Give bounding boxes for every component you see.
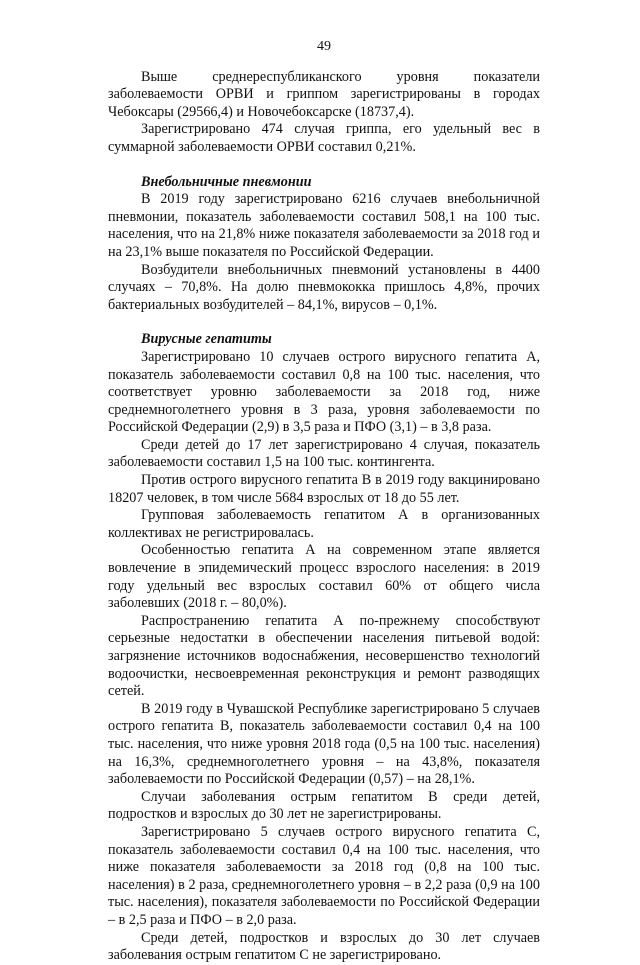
paragraph: В 2019 году в Чувашской Республике зарегистрировано 5 случаев острого гепатита В, показатель заболеваемости составил 0,4 на 100 тыс. населения, что ниже уровня 2018 года (0,5 на 100 тыс. населения) на 16,3%, среднемноголетнего уровня – на 43,8%, показателя заболеваемости по Российской Федерации (0,57) – на 28,1%. bbox=[108, 700, 540, 788]
paragraph: Зарегистрировано 474 случая гриппа, его удельный вес в суммарной заболеваемости ОРВИ составил 0,21%. bbox=[108, 121, 540, 155]
paragraph: Зарегистрировано 10 случаев острого вирусного гепатита А, показатель заболеваемости составил 0,8 на 100 тыс. населения, что соответствует уровню заболеваемости за 2018 год, ниже среднемноголетнего уровня в 3 раза, уровня заболеваемости по Российской Федерации (2,9) в 3,5 раза и ПФО (3,1) – в 3,8 раза. bbox=[108, 348, 540, 436]
paragraph: Среди детей, подростков и взрослых до 30 лет случаев заболевания острым гепатитом С не зарегистрировано. bbox=[108, 929, 540, 964]
section-heading-hepatitis: Вирусные гепатиты bbox=[141, 331, 272, 348]
page-number: 49 bbox=[317, 39, 331, 54]
paragraph: Выше среднереспубликанского уровня показатели заболеваемости ОРВИ и гриппом зарегистрированы в городах Чебоксары (29566,4) и Новочебоксарске (18737,4). bbox=[108, 68, 540, 120]
paragraph: Против острого вирусного гепатита В в 2019 году вакцинировано 18207 человек, в том числе 5684 взрослых от 18 до 55 лет. bbox=[108, 472, 540, 506]
paragraph: Распространению гепатита А по-прежнему способствуют серьезные недостатки в обеспечении населения питьевой водой: загрязнение источников водоснабжения, несовершенство технологий водоочистки, несвоевременная реконструкция и ремонт разводящих сетей. bbox=[108, 612, 540, 700]
paragraph: Групповая заболеваемость гепатитом А в организованных коллективах не регистрировалась. bbox=[108, 507, 540, 541]
section-heading-pneumonia: Внебольничные пневмонии bbox=[141, 173, 312, 190]
paragraph: В 2019 году зарегистрировано 6216 случаев внебольничной пневмонии, показатель заболеваемости составил 508,1 на 100 тыс. населения, что на 21,8% ниже показателя заболеваемости за 2018 год и на 23,1% выше показателя по Российской Федерации. bbox=[108, 191, 540, 260]
paragraph: Особенностью гепатита А на современном этапе является вовлечение в эпидемический процесс взрослого населения: в 2019 году удельный вес взрослых составил 60% от общего числа заболевших (2018 г. – 80,0%). bbox=[108, 542, 540, 612]
paragraph: Зарегистрировано 5 случаев острого вирусного гепатита С, показатель заболеваемости составил 0,4 на 100 тыс. населения, что ниже показателя заболеваемости за 2018 год (0,8 на 100 тыс. населения) в 2 раза, среднемноголетнего уровня – в 2,2 раза (0,9 на 100 тыс. населения), показателя заболеваемости по Российской Федерации – в 2,5 раза и ПФО – в 2,0 раза. bbox=[108, 823, 540, 928]
paragraph: Случаи заболевания острым гепатитом В среди детей, подростков и взрослых до 30 лет не зарегистрированы. bbox=[108, 788, 540, 823]
paragraph: Возбудители внебольничных пневмоний установлены в 4400 случаях – 70,8%. На долю пневмококка пришлось 4,8%, прочих бактериальных возбудителей – 84,1%, вирусов – 0,1%. bbox=[108, 261, 540, 313]
paragraph: Среди детей до 17 лет зарегистрировано 4 случая, показатель заболеваемости составил 1,5 на 100 тыс. контингента. bbox=[108, 436, 540, 471]
